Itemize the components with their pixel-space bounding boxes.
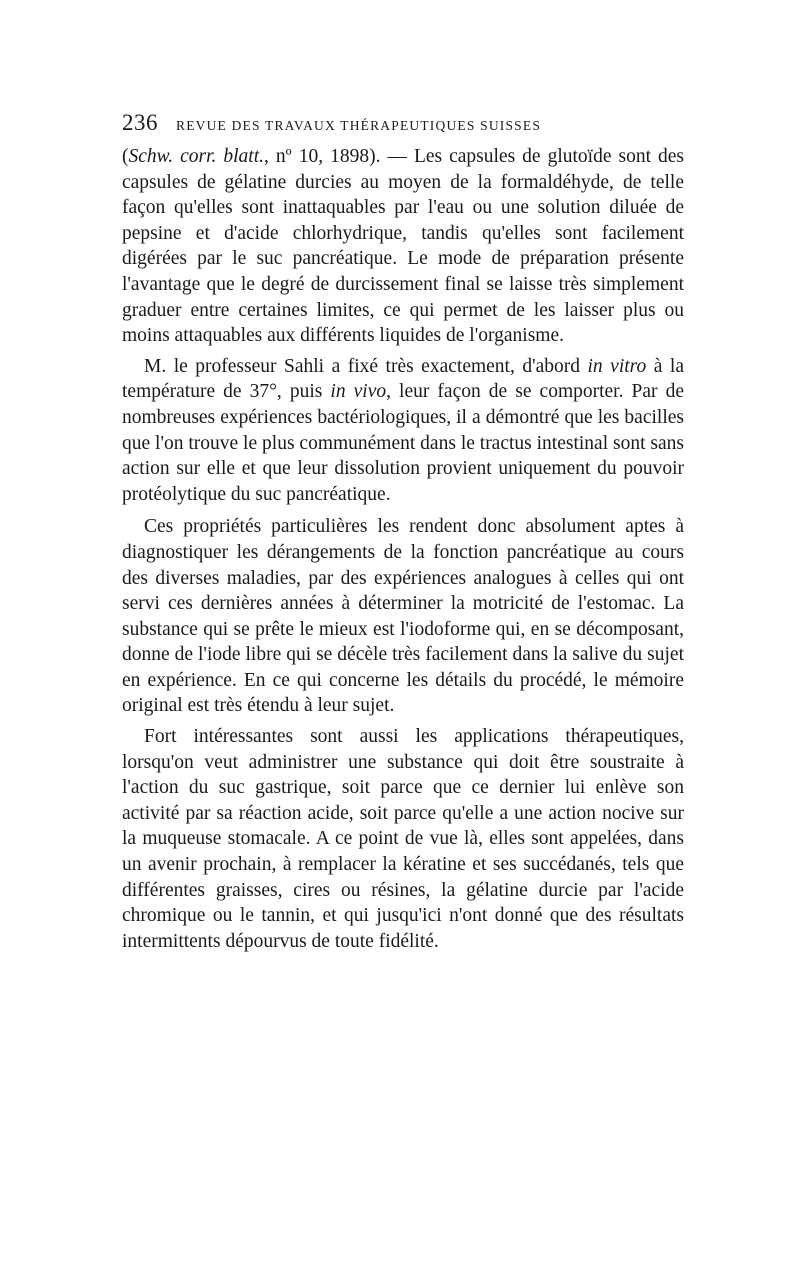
article-body bbox=[122, 144, 684, 954]
journal-citation: Schw. corr. blatt. bbox=[128, 146, 265, 167]
paragraph-text: , nº 10, 1898). — Les capsules de glutoïde sont des capsules de gélatine durcies au moyen de la formaldéhyde, de telle façon qu'elles sont inattaquables par l'eau ou une solution diluée de pepsine et d'acide chlorhydrique, tandis qu'elles sont facilement digérées par le suc pancréatique. Le mode de préparation présente l'avantage que le degré de durcissement final se laisse très simplement graduer entre certaines limites, ce qui permet de les laisser plus ou moins attaquables aux différents liquides de l'organisme. bbox=[122, 146, 685, 347]
book-page bbox=[122, 110, 684, 954]
italic-in-vivo: in vivo bbox=[330, 381, 387, 403]
running-header bbox=[122, 110, 684, 144]
citation-open-paren: ( bbox=[122, 146, 129, 167]
page-number: 236 bbox=[122, 110, 158, 135]
paragraph-text: à la température de 37°, puis bbox=[122, 355, 684, 403]
paragraph-sahli-experiments bbox=[122, 354, 684, 508]
paragraph-diagnostic-use: Ces propriétés particulières les rendent donc absolument aptes à diagnostiquer les dérangements de la fonction pancréatique au cours des diverses maladies, par des expériences analogues à celles qui ont servi ces dernières années à déterminer la motricité de l'estomac. La substance qui se prête le mieux est l'iodoforme qui, en se décomposant, donne de l'iode libre qui se décèle très facilement dans la salive du sujet en expérience. En ce qui concerne les détails du procédé, le mémoire original est très étendu à leur sujet. bbox=[122, 516, 684, 717]
paragraph-therapeutic-applications: Fort intéressantes sont aussi les applications thérapeutiques, lorsqu'on veut administrer une substance qui doit être soustraite à l'action du suc gastrique, soit parce que ce dernier lui enlève son activité par sa réaction acide, soit parce qu'elle a une action nocive sur la muqueuse stomacale. A ce point de vue là, elles sont appelées, dans un avenir prochain, à remplacer la kératine et ses succédanés, tels que différentes graisses, cires ou résines, la gélatine durcie par l'acide chromique ou le tannin, et qui jusqu'ici n'ont donné que des résultats intermittents dépourvus de toute fidélité. bbox=[122, 726, 684, 952]
paragraph-text: , leur façon de se comporter. Par de nombreuses expériences bactériologiques, il a démontré que les bacilles que l'on trouve le plus communément dans le tractus intestinal sont sans action sur elle et que leur dissolution provient uniquement du pouvoir protéolytique du suc pancréatique. bbox=[122, 381, 684, 505]
paragraph-glutoid-capsules bbox=[122, 144, 684, 349]
italic-in-vitro: in vitro bbox=[587, 355, 647, 377]
paragraph-text: M. le professeur Sahli a fixé très exactement, d'abord bbox=[144, 355, 588, 377]
running-title: REVUE DES TRAVAUX THÉRAPEUTIQUES SUISSES bbox=[176, 118, 542, 133]
